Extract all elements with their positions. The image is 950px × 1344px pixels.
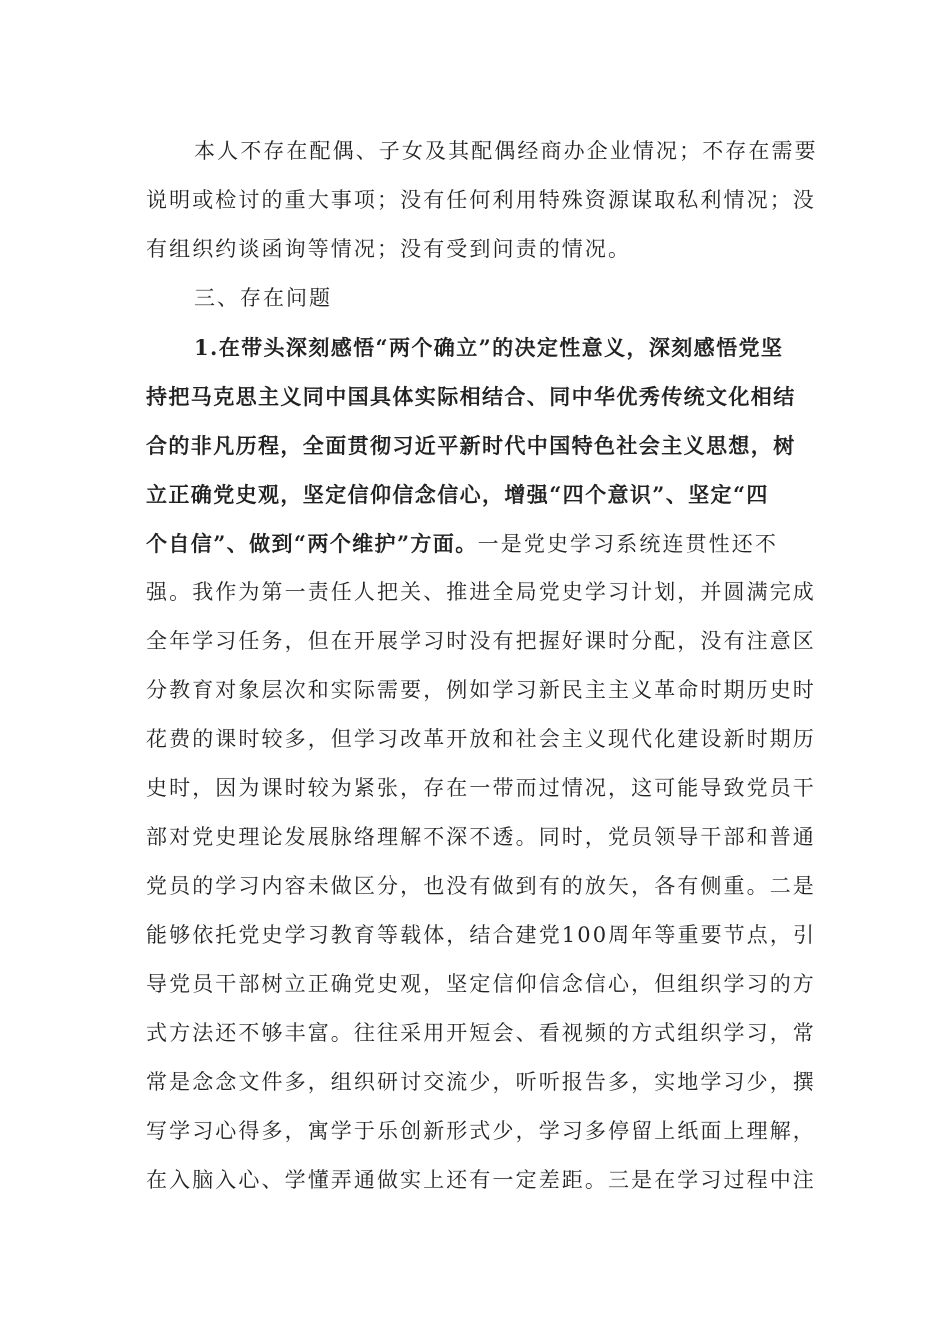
text-line: 常是念念文件多，组织研讨交流少，听听报告多，实地学习少，撰	[146, 1070, 816, 1094]
bold-text-line: 持把马克思主义同中国具体实际相结合、同中华优秀传统文化相结	[146, 384, 796, 409]
text-line: 本人不存在配偶、子女及其配偶经商办企业情况；不存在需要	[194, 139, 818, 163]
text-line: 导党员干部树立正确党史观，坚定信仰信念信心，但组织学习的方	[146, 972, 816, 996]
bold-text-segment: 个自信”、做到“两个维护”方面。	[146, 531, 478, 556]
text-line: 花费的课时较多，但学习改革开放和社会主义现代化建设新时期历	[146, 727, 816, 751]
text-line: 能够依托党史学习教育等载体，结合建党100周年等重要节点，引	[146, 923, 817, 947]
text-line: 强。我作为第一责任人把关、推进全局党史学习计划，并圆满完成	[146, 580, 816, 604]
text-line: 部对党史理论发展脉络理解不深不透。同时，党员领导干部和普通	[146, 825, 816, 849]
text-line: 分教育对象层次和实际需要，例如学习新民主主义革命时期历史时	[146, 678, 816, 702]
section-heading: 三、存在问题	[194, 286, 332, 310]
text-line: 史时，因为课时较为紧张，存在一带而过情况，这可能导致党员干	[146, 776, 816, 800]
text-line: 写学习心得多，寓学于乐创新形式少，学习多停留上纸面上理解，	[146, 1119, 816, 1143]
mixed-text-line	[146, 519, 802, 568]
text-segment: 一是党史学习系统连贯性还不	[477, 532, 778, 556]
text-line: 党员的学习内容未做区分，也没有做到有的放矢，各有侧重。二是	[146, 874, 816, 898]
text-line: 有组织约谈函询等情况；没有受到问责的情况。	[146, 237, 632, 261]
bold-text-line: 1.在带头深刻感悟“两个确立”的决定性意义，深刻感悟党坚	[194, 335, 784, 360]
text-line: 在入脑入心、学懂弄通做实上还有一定差距。三是在学习过程中注	[146, 1168, 816, 1192]
bold-text-line: 合的非凡历程，全面贯彻习近平新时代中国特色社会主义思想，树	[146, 433, 796, 458]
text-line: 说明或检讨的重大事项；没有任何利用特殊资源谋取私利情况；没	[146, 188, 816, 212]
bold-text-line: 立正确党史观，坚定信仰信念信心，增强“四个意识”、坚定“四	[146, 482, 769, 507]
text-line: 式方法还不够丰富。往往采用开短会、看视频的方式组织学习，常	[146, 1021, 816, 1045]
document-body	[146, 127, 818, 1205]
text-line: 全年学习任务，但在开展学习时没有把握好课时分配，没有注意区	[146, 629, 816, 653]
